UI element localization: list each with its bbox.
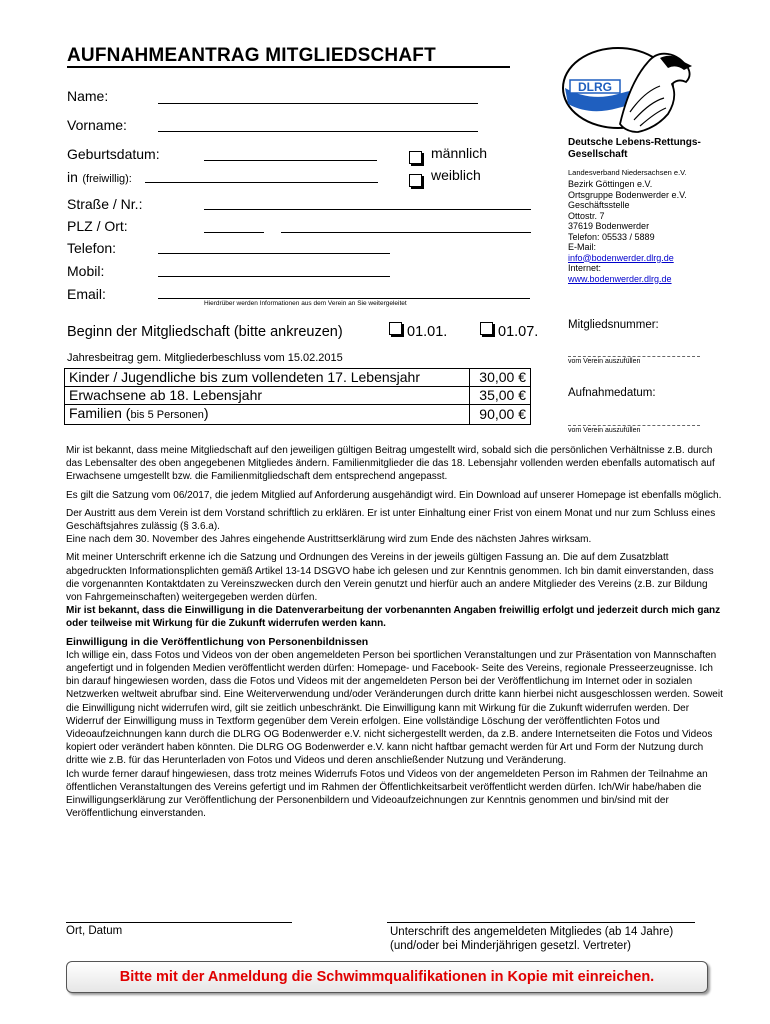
geburtsdatum-label: Geburtsdatum: (67, 146, 160, 162)
terms-text (66, 444, 726, 825)
org-address (568, 179, 687, 284)
telefon-field[interactable] (158, 253, 390, 254)
start-0107-checkbox[interactable] (480, 322, 493, 335)
swim-qualification-banner (66, 961, 708, 993)
start-0101-checkbox[interactable] (389, 322, 402, 335)
banner-text: Bitte mit der Anmeldung die Schwimmqualifikationen in Kopie mit einreichen. (119, 969, 655, 985)
paragraph-bold: Mir ist bekannt, dass die Einwilligung in die Datenverarbeitung der vorbenannten Angaben freiwillig erfolgt und jederzeit durch mich ganz oder teilweise mit Wirkung für die Zukunft widerrufen werden kann. (66, 605, 721, 630)
strasse-field[interactable] (204, 209, 531, 210)
paragraph: Ich willige ein, dass Fotos und Videos von der oben angemeldeten Person bei sportlichen Veranstaltungen und zur Präsentation von Mannschaften angefertigt und in folgenden Medien veröffentlicht werden dürfen: Homepage- und Facebook- Seite des Vereins, regionale Presseerzeugnisse. Ich bin darauf hingewiesen worden, dass die Fotos und Videos mit der angemeldeten Person bei der Veröffentlichung im Internet oder in sozialen Netzwerken weltweit abrufbar sind. Eine Weiterverwendung und/oder Veränderungen durch dritte kann hierbei nicht ausgeschlossen werden. Soweit die Einwilligung nicht widerrufen wird, gilt sie zeitlich unbeschränkt. Die Einwilligung kann mit Wirkung für die Zukunft widerrufen werden. Der Widerruf der Einwilligung muss in Textform gegenüber dem Verein erfolgen. Eine vollständige Löschung der veröffentlichten Fotos und Videoaufzeichnungen kann durch die DLRG OG Bodenwerder e.V. nicht sichergestellt werden, da z.B. andere Internetseiten die Fotos und Videos kopiert oder verändert haben könnten. Die DLRG OG Bodenwerder e.V. kann nicht haftbar gemacht werden für Art und Form der Nutzung durch dritte wie z.B. für das Herunterladen von Fotos und Videos und deren anschließender Nutzung und Veränderung. (66, 649, 723, 767)
address-line: E-Mail: (568, 242, 597, 252)
logo-text: DLRG (578, 80, 612, 94)
fee-amount: 90,00 € (470, 405, 531, 425)
fee-label (65, 405, 470, 425)
beitrag-heading: Jahresbeitrag gem. Mitgliederbeschluss vom 15.02.2015 (67, 352, 343, 364)
mitgliedsnummer-field (568, 356, 700, 357)
signature-label-line2: (und/oder bei Minderjährigen gesetzl. Vertreter) (390, 940, 631, 952)
ort-datum-label: Ort, Datum (66, 925, 123, 937)
table-row (65, 387, 531, 405)
telefon-label: Telefon: (67, 240, 117, 256)
email-field[interactable] (158, 298, 530, 299)
geburtsort-field[interactable] (145, 182, 378, 183)
email-label: Email: (67, 286, 106, 302)
fee-amount: 35,00 € (470, 387, 531, 405)
aufnahmedatum-label: Aufnahmedatum: (568, 387, 656, 399)
paragraph: Mit meiner Unterschrift erkenne ich die Satzung und Ordnungen des Vereins in der jeweils gültigen Fassung an. Die auf dem Zusatzblatt abgedruckten Informationsplichten gemäß Artikel 13-14 DSGVO habe ich gelesen und zur Kenntnis genommen. Ich bin damit einverstanden, dass die vorgenannten Kontaktdaten zu Vereinszwecken durch den Verein genutzt und hierfür auch an andere Mitglieder des Vereins (z.B. zur Bildung von Fahrgemeinschaften) weitergegeben werden dürfen. (66, 552, 714, 604)
fee-label: Kinder / Jugendliche bis zum vollendeten 17. Lebensjahr (65, 369, 470, 387)
ort-datum-field[interactable] (66, 922, 292, 923)
fee-label: Erwachsene ab 18. Lebensjahr (65, 387, 470, 405)
vom-verein-note: vom Verein auszufüllen (568, 427, 641, 434)
start-0107-label: 01.07. (498, 324, 539, 340)
org-website-link[interactable]: www.bodenwerder.dlrg.de (568, 273, 672, 284)
fee-label-close: ) (203, 405, 209, 421)
address-line: Bezirk Göttingen e.V. (568, 179, 653, 189)
vorname-field[interactable] (158, 131, 478, 132)
org-name-line2: Gesellschaft (568, 149, 628, 160)
dlrg-eagle-logo (560, 42, 706, 138)
paragraph: Es gilt die Satzung vom 06/2017, die jedem Mitglied auf Anforderung ausgehändigt wird. Ein Download auf unserer Homepage ist ebenfalls möglich. (66, 489, 722, 501)
ort-field[interactable] (281, 232, 531, 233)
fee-note: bis 5 Personen (130, 409, 204, 421)
internet-label: Internet: (568, 263, 602, 273)
address-line: Ottostr. 7 (568, 210, 605, 221)
email-note: Hierdrüber werden Informationen aus dem Verein an Sie weitergeleitet (204, 300, 407, 307)
table-row (65, 405, 531, 425)
mitgliedsnummer-label: Mitgliedsnummer: (568, 319, 659, 331)
plz-label: PLZ / Ort: (67, 218, 128, 234)
signature-label-line1: Unterschrift des angemeldeten Mitgliedes (ab 14 Jahre) (390, 926, 674, 938)
geburtsdatum-field[interactable] (204, 160, 377, 161)
in-label: in (67, 169, 78, 185)
fees-table (64, 368, 531, 425)
org-name-line1: Deutsche Lebens-Rettungs- (568, 137, 701, 148)
table-row (65, 369, 531, 387)
name-label: Name: (67, 88, 109, 104)
paragraph: Mir ist bekannt, dass meine Mitgliedschaft auf den jeweiligen gültigen Beitrag umgestellt wird, sobald sich die persönlichen Verhältnisse z.B. durch das Lebensalter des oben angegebenen Mitgliedes ändern. Familienmitglieder die das 18. Lebensjahr vollenden werden ebenfalls automatisch auf Erwachsene umgestellt bzw. die Familienmitgliedschaft dem entsprechend angepasst. (66, 445, 715, 483)
address-line: Telefon: 05533 / 5889 (568, 231, 655, 242)
weiblich-label: weiblich (431, 167, 481, 183)
fee-amount: 30,00 € (470, 369, 531, 387)
maennlich-label: männlich (431, 145, 488, 161)
org-email-link[interactable]: info@bodenwerder.dlrg.de (568, 252, 674, 263)
name-field[interactable] (158, 103, 478, 104)
fee-label-text: Familien ( (69, 405, 131, 421)
mobil-field[interactable] (158, 276, 390, 277)
beginn-label: Beginn der Mitgliedschaft (bitte ankreuzen) (67, 324, 343, 340)
paragraph: Ich wurde ferner darauf hingewiesen, dass trotz meines Widerrufs Fotos und Videos von der angemeldeten Person im Rahmen der Teilnahme an öffentlichen Veranstaltungen des Vereins gefertigt und im Rahmen der Öffentlichkeitsarbeit veröffentlicht werden dürfen. Ich/Wir habe/haben die Einwilligungserklärung zur Veröffentlichung der Personenbildern und Videoaufzeichnungen zur Kenntnis genommen und bin/sind mit der Veröffentlichung einverstanden. (66, 768, 708, 820)
address-line: 37619 Bodenwerder (568, 221, 650, 231)
paragraph: Der Austritt aus dem Verein ist dem Vorstand schriftlich zu erklären. Er ist unter Einhaltung einer Frist von einem Monat und nur zum Schluss eines Geschäftsjahres zulässig (§ 3.6.a). (66, 507, 716, 533)
aufnahmedatum-field (568, 425, 700, 426)
start-0101-label: 01.01. (407, 324, 448, 340)
plz-field[interactable] (204, 232, 264, 233)
vom-verein-note: vom Verein auszufüllen (568, 358, 641, 365)
strasse-label: Straße / Nr.: (67, 196, 143, 212)
weiblich-checkbox[interactable] (409, 174, 422, 187)
mobil-label: Mobil: (67, 263, 105, 279)
address-line: Ortsgruppe Bodenwerder e.V. (568, 189, 687, 200)
signature-field[interactable] (387, 922, 695, 923)
paragraph: Eine nach dem 30. November des Jahres eingehende Austrittserklärung wird zum Ende des nächsten Jahres wirksam. (66, 534, 592, 546)
freiwillig-label: (freiwillig): (82, 173, 132, 185)
vorname-label: Vorname: (67, 117, 127, 133)
maennlich-checkbox[interactable] (409, 151, 422, 164)
section-heading: Einwilligung in die Veröffentlichung von Personenbildnissen (66, 635, 369, 648)
title-underline (67, 66, 510, 68)
landesverband: Landesverband Niedersachsen e.V. (568, 168, 687, 177)
address-line: Geschäftsstelle (568, 200, 630, 210)
form-title: AUFNAHMEANTRAG MITGLIEDSCHAFT (67, 45, 436, 66)
